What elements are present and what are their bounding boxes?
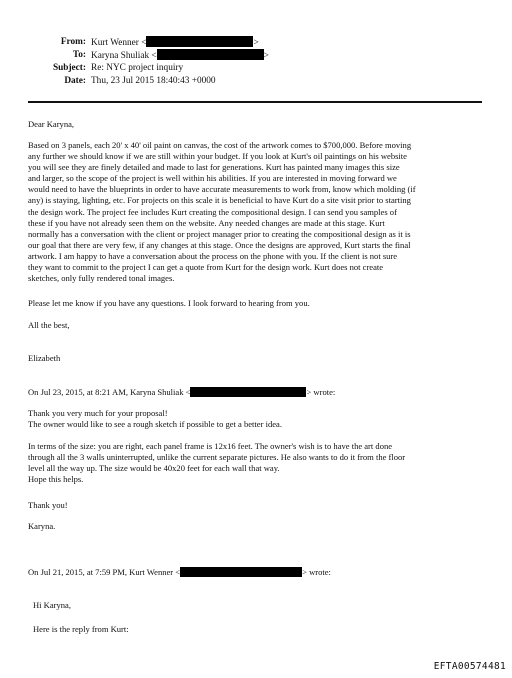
from-value bbox=[91, 36, 259, 50]
quote1-block-2 bbox=[28, 441, 405, 485]
redaction-box bbox=[146, 36, 253, 47]
paragraph-line: the design work. The project fee includes Kurt creating the compositional design. I can send you samples of bbox=[28, 206, 397, 217]
paragraph-line: you will see they are finely detailed and made to last for generations. Kurt has painted many images this size bbox=[28, 162, 400, 173]
date-value: Thu, 23 Jul 2015 18:40:43 +0000 bbox=[91, 76, 216, 86]
main-paragraph bbox=[28, 140, 416, 284]
paragraph-line: any further we should know if we are still within your budget. If you look at Kurt's oil paintings on his website bbox=[28, 151, 407, 162]
header-divider bbox=[28, 101, 482, 103]
greeting: Dear Karyna, bbox=[28, 119, 75, 129]
paragraph-line: they want to commit to the project I can get a quote from Kurt for the design work. Kurt does not create bbox=[28, 262, 384, 273]
to-name: Karyna Shuliak < bbox=[91, 51, 157, 61]
paragraph-line: Based on 3 panels, each 20' x 40' oil paint on canvas, the cost of the artwork comes to $700,000. Before moving bbox=[28, 140, 412, 150]
signature: Elizabeth bbox=[28, 353, 61, 363]
paragraph-line: any) is staying, lighting, etc. For projects on this scale it is beneficial to have Kurt do a site visit prior to starting bbox=[28, 195, 411, 206]
paragraph-line: artwork. I am happy to have a conversation about the process on the phone with you. If the client is not sure bbox=[28, 250, 398, 261]
quote2-wrote: > wrote: bbox=[302, 567, 331, 577]
quote-line: through all the 3 walls uninterrupted, unlike the current separate pictures. He also wants to do it from the floor bbox=[28, 452, 406, 463]
quote1-intro-text: On Jul 23, 2015, at 8:21 AM, Karyna Shuliak < bbox=[28, 387, 191, 397]
close-angle: > bbox=[263, 51, 269, 61]
paragraph-line: our goal that there are very few, if any changes at this stage. Once the designs are approved, Kurt starts the final bbox=[28, 239, 411, 250]
close-angle: > bbox=[253, 38, 259, 48]
signoff: All the best, bbox=[28, 320, 70, 330]
redaction-box bbox=[190, 387, 306, 397]
quote-line: In terms of the size: you are right, each panel frame is 12x16 feet. The owner's wish is to have the art done bbox=[28, 441, 393, 451]
quote-line: level all the way up. The size would be 40x20 feet for each wall that way. bbox=[28, 463, 280, 474]
quote1-thanks: Thank you! bbox=[28, 500, 68, 510]
header-date-row bbox=[0, 75, 512, 88]
quote2-reply: Here is the reply from Kurt: bbox=[33, 624, 129, 634]
quote1-name: Karyna. bbox=[28, 521, 56, 531]
header-from-row bbox=[0, 36, 512, 49]
quote2-intro bbox=[28, 567, 331, 578]
redaction-box bbox=[157, 49, 264, 60]
to-value bbox=[91, 49, 269, 63]
header-to-row bbox=[0, 49, 512, 62]
quote2-greeting: Hi Karyna, bbox=[33, 600, 71, 610]
quote-line: Thank you very much for your proposal! bbox=[28, 408, 168, 418]
quote2-intro-text: On Jul 21, 2015, at 7:59 PM, Kurt Wenner < bbox=[28, 567, 181, 577]
header-subject-row bbox=[0, 62, 512, 75]
quote1-wrote: > wrote: bbox=[306, 387, 336, 397]
from-label: From: bbox=[60, 37, 86, 47]
paragraph-line: normally has a conversation with the client or project manager prior to creating the compositional design as it is bbox=[28, 228, 411, 239]
quote-line: The owner would like to see a rough sketch if possible to get a better idea. bbox=[28, 419, 282, 430]
to-label: To: bbox=[72, 50, 86, 60]
paragraph-line: sketches, only fully rendered tonal images. bbox=[28, 273, 175, 284]
date-label: Date: bbox=[64, 76, 86, 86]
subject-label: Subject: bbox=[52, 63, 86, 73]
paragraph-line: would need to have the blueprints in order to have accurate measurements to work from, know which molding (if bbox=[28, 184, 416, 195]
questions-line: Please let me know if you have any questions. I look forward to hearing from you. bbox=[28, 298, 310, 308]
quote-line: Hope this helps. bbox=[28, 474, 84, 485]
document-id: EFTA00574481 bbox=[433, 661, 506, 672]
from-name: Kurt Wenner < bbox=[91, 38, 147, 48]
quote1-block-1 bbox=[28, 408, 282, 430]
paragraph-line: and larger, so the scope of the project is well within his abilities. If you are interested in moving forward we bbox=[28, 173, 397, 184]
quote1-intro bbox=[28, 387, 335, 398]
subject-value: Re: NYC project inquiry bbox=[91, 63, 184, 73]
redaction-box bbox=[180, 567, 302, 577]
paragraph-line: these if you have not already seen them on the website. Any needed changes are made at this stage. Kurt bbox=[28, 217, 385, 228]
